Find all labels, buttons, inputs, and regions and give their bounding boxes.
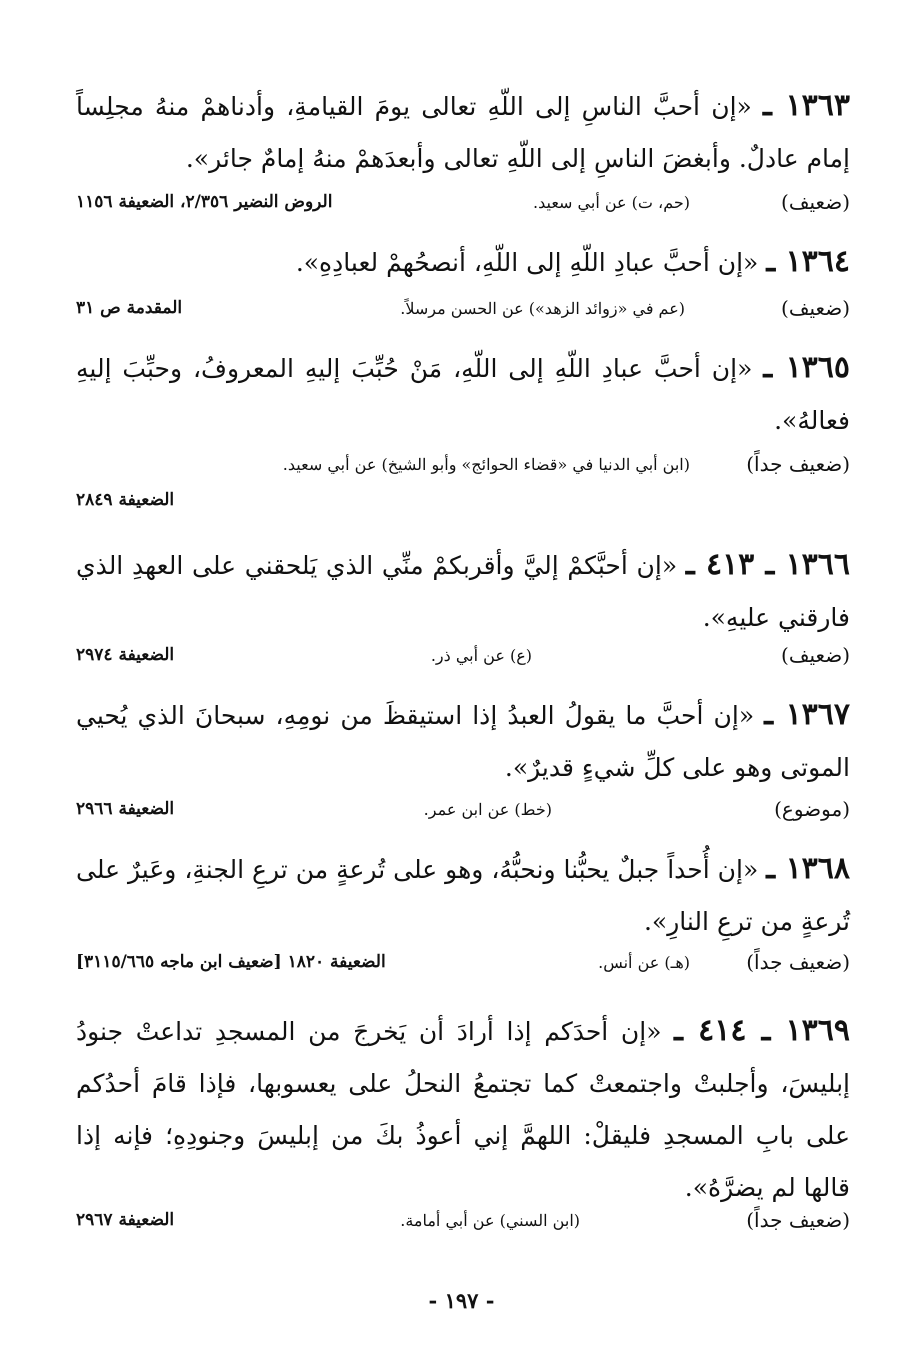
source-row-1369 <box>76 1208 850 1238</box>
hadith-number: ١٣٦٩ ـ ٤١٤ ـ <box>674 1013 850 1048</box>
source-row-1364 <box>76 296 850 326</box>
source-citation: (ابن السني) عن أبي أمامة. <box>400 1211 580 1230</box>
source-citation: (ع) عن أبي ذر. <box>430 646 532 665</box>
hadith-entry-1364 <box>76 236 850 289</box>
reference-citation: الضعيفة ٢٩٧٤ <box>76 645 175 665</box>
source-citation: (ابن أبي الدنيا في «قضاء الحوائج» وأبو الشيخ) عن أبي سعيد. <box>282 455 690 474</box>
hadith-text: «إن أحدَكم إذا أرادَ أن يَخرجَ من المسجدِ تداعتْ جنودُ إبليسَ، وأجلبتْ واجتمعتْ كما تجتمعُ النحلُ على يعسوبها، فإذا قامَ أحدُكم على بابِ المسجدِ فليقلْ: اللهمَّ إني أعوذُ بكَ من إبليسَ وجنودِهِ؛ فإنه إذا قالها لم يضرَّهُ». <box>76 1017 850 1202</box>
hadith-entry-1369 <box>76 1005 850 1214</box>
source-citation: (خط) عن ابن عمر. <box>423 800 552 819</box>
grade-label: (ضعيف جداً) <box>746 1208 850 1232</box>
hadith-text: «إن أحبَّكمْ إليَّ وأقربكمْ منِّي الذي يَلحقني على العهدِ الذي فارقني عليهِ». <box>76 551 850 632</box>
hadith-number: ١٣٦٧ ـ <box>764 697 851 732</box>
source-row-1367 <box>76 797 850 827</box>
hadith-entry-1363 <box>76 80 850 185</box>
source-row-1363 <box>76 190 850 220</box>
reference-citation: المقدمة ص ٣١ <box>76 298 183 318</box>
hadith-text: «إن أحبَّ ما يقولُ العبدُ إذا استيقظَ من نومِهِ، سبحانَ الذي يُحيي الموتى وهو على كلِّ شيءٍ قديرٌ». <box>76 701 850 782</box>
grade-label: (ضعيف جداً) <box>746 452 850 476</box>
source-citation: (هـ) عن أنس. <box>598 953 690 972</box>
source-row-1365 <box>76 452 850 482</box>
hadith-text: «إن أحبَّ عبادِ اللّهِ إلى اللّهِ، أنصحُهمْ لعبادِهِ». <box>295 248 759 277</box>
source-citation: (حم، ت) عن أبي سعيد. <box>533 193 690 212</box>
page-number: - ١٩٧ - <box>428 1288 495 1313</box>
grade-label: (ضعيف) <box>781 643 850 667</box>
reference-citation: الروض النضير ٢/٣٥٦، الضعيفة ١١٥٦ <box>76 192 333 212</box>
grade-label: (ضعيف) <box>781 296 850 320</box>
hadith-text: «إن أُحداً جبلٌ يحبُّنا ونحبُّهُ، وهو على تُرعةٍ من ترعِ الجنةِ، وعَيرٌ على تُرعةٍ من ترعِ النارِ». <box>76 855 850 936</box>
hadith-entry-1367 <box>76 689 850 794</box>
hadith-entry-1365 <box>76 342 850 447</box>
hadith-number: ١٣٦٥ ـ <box>763 350 851 385</box>
hadith-entry-1368 <box>76 843 850 948</box>
hadith-number: ١٣٦٣ ـ <box>763 88 850 123</box>
hadith-text: «إن أحبَّ الناسِ إلى اللّهِ تعالى يومَ القيامةِ، وأدناهمْ منهُ مجلِساً إمام عادلٌ. وأبغضَ الناسِ إلى اللّهِ تعالى وأبعدَهمْ منهُ إمامٌ جائر». <box>76 92 850 173</box>
source-row-1366 <box>76 643 850 673</box>
reference-citation: الضعيفة ٢٩٦٦ <box>76 799 175 819</box>
reference-citation: الضعيفة ١٨٢٠ [ضعيف ابن ماجه ٣١١٥/٦٦٥] <box>76 952 386 972</box>
hadith-text: «إن أحبَّ عبادِ اللّهِ إلى اللّهِ، مَنْ حُبِّبَ إليهِ المعروفُ، وحبِّبَ إليهِ فعالهُ». <box>76 354 850 435</box>
source-citation: (عم في «زوائد الزهد») عن الحسن مرسلاً. <box>400 299 685 318</box>
hadith-entry-1366 <box>76 539 850 644</box>
hadith-number: ١٣٦٤ ـ <box>766 244 850 279</box>
reference-citation-1365: الضعيفة ٢٨٤٩ <box>76 490 175 510</box>
grade-label: (ضعيف) <box>781 190 850 214</box>
source-row-1368 <box>76 950 850 980</box>
hadith-number: ١٣٦٦ ـ ٤١٣ ـ <box>685 547 851 582</box>
grade-label: (ضعيف جداً) <box>746 950 850 974</box>
grade-label: (موضوع) <box>774 797 850 821</box>
hadith-number: ١٣٦٨ ـ <box>766 851 851 886</box>
reference-citation: الضعيفة ٢٩٦٧ <box>76 1210 175 1230</box>
